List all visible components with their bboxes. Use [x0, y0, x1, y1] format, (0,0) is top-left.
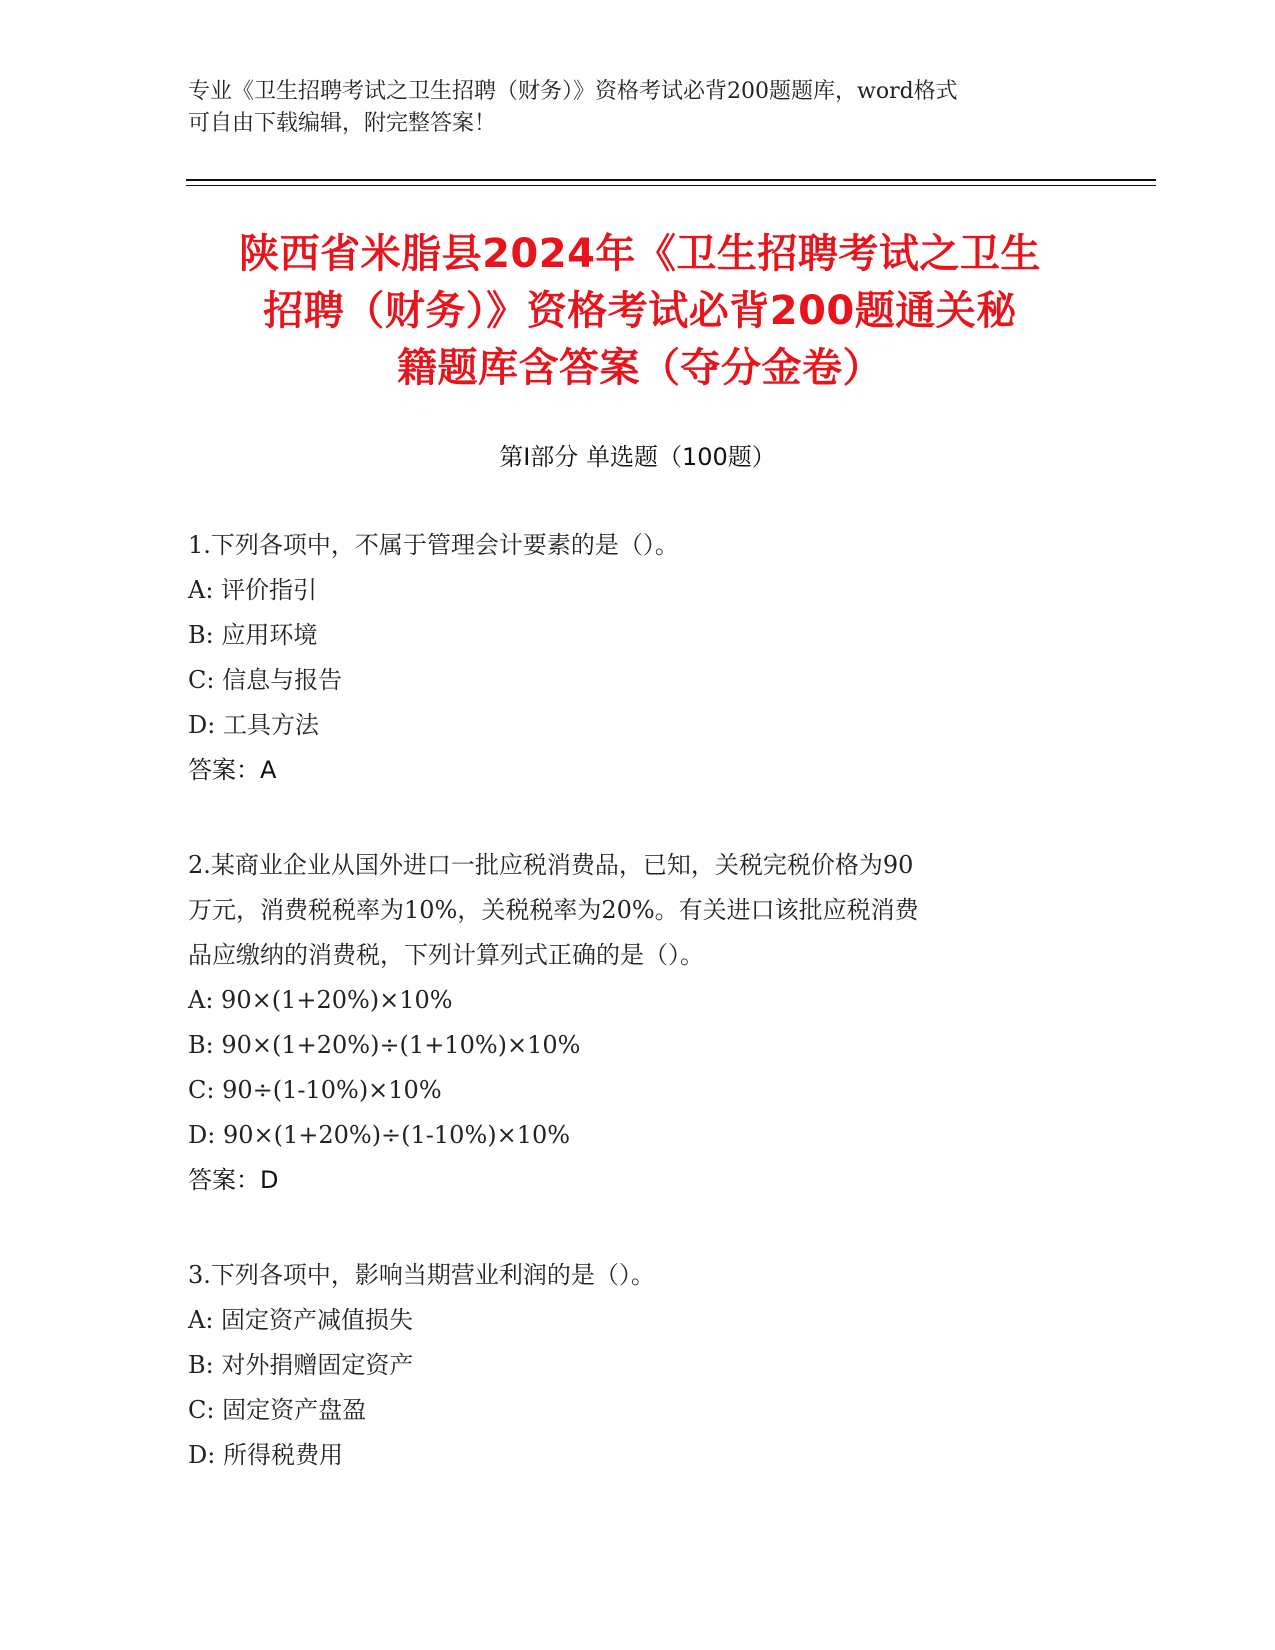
option-a: A: 评价指引 — [188, 576, 318, 604]
question-stem: 品应缴纳的消费税，下列计算列式正确的是（）。 — [188, 941, 704, 969]
option-d: D: 所得税费用 — [188, 1441, 343, 1469]
answer: 答案：D — [188, 1166, 279, 1194]
option-c: C: 90÷(1-10%)×10% — [188, 1076, 442, 1104]
question-stem: 万元，消费税税率为10%，关税税率为20%。有关进口该批应税消费 — [188, 896, 919, 924]
option-c: C: 信息与报告 — [188, 666, 343, 694]
title-line-1: 陕西省米脂县2024年《卫生招聘考试之卫生 — [239, 231, 1041, 277]
question-2 — [188, 843, 1088, 1203]
answer: 答案：A — [188, 756, 277, 784]
option-d: D: 90×(1+20%)÷(1-10%)×10% — [188, 1121, 571, 1149]
intro-text — [188, 76, 1088, 140]
question-stem: 2.某商业企业从国外进口一批应税消费品，已知，关税完税价格为90 — [188, 851, 914, 879]
question-1 — [188, 523, 1088, 793]
header-rule-thick — [186, 179, 1156, 181]
option-a: A: 固定资产减值损失 — [188, 1306, 414, 1334]
document-title — [150, 226, 1130, 397]
option-b: B: 对外捐赠固定资产 — [188, 1351, 414, 1379]
header-rule-thin — [186, 185, 1156, 186]
intro-line-1: 专业《卫生招聘考试之卫生招聘（财务）》资格考试必背200题题库，word格式 — [188, 79, 958, 104]
question-3 — [188, 1253, 1088, 1478]
option-c: C: 固定资产盘盈 — [188, 1396, 367, 1424]
option-b: B: 90×(1+20%)÷(1+10%)×10% — [188, 1031, 581, 1059]
option-b: B: 应用环境 — [188, 621, 318, 649]
question-stem: 1.下列各项中，不属于管理会计要素的是（）。 — [188, 531, 679, 559]
option-d: D: 工具方法 — [188, 711, 319, 739]
title-line-2: 招聘（财务）》资格考试必背200题通关秘 — [263, 288, 1017, 334]
option-a: A: 90×(1+20%)×10% — [188, 986, 453, 1014]
title-line-3: 籍题库含答案（夺分金卷） — [397, 345, 883, 391]
intro-line-2: 可自由下载编辑，附完整答案！ — [188, 111, 497, 136]
section-heading: 第I部分 单选题（100题） — [499, 443, 776, 471]
question-stem: 3.下列各项中，影响当期营业利润的是（）。 — [188, 1261, 655, 1289]
